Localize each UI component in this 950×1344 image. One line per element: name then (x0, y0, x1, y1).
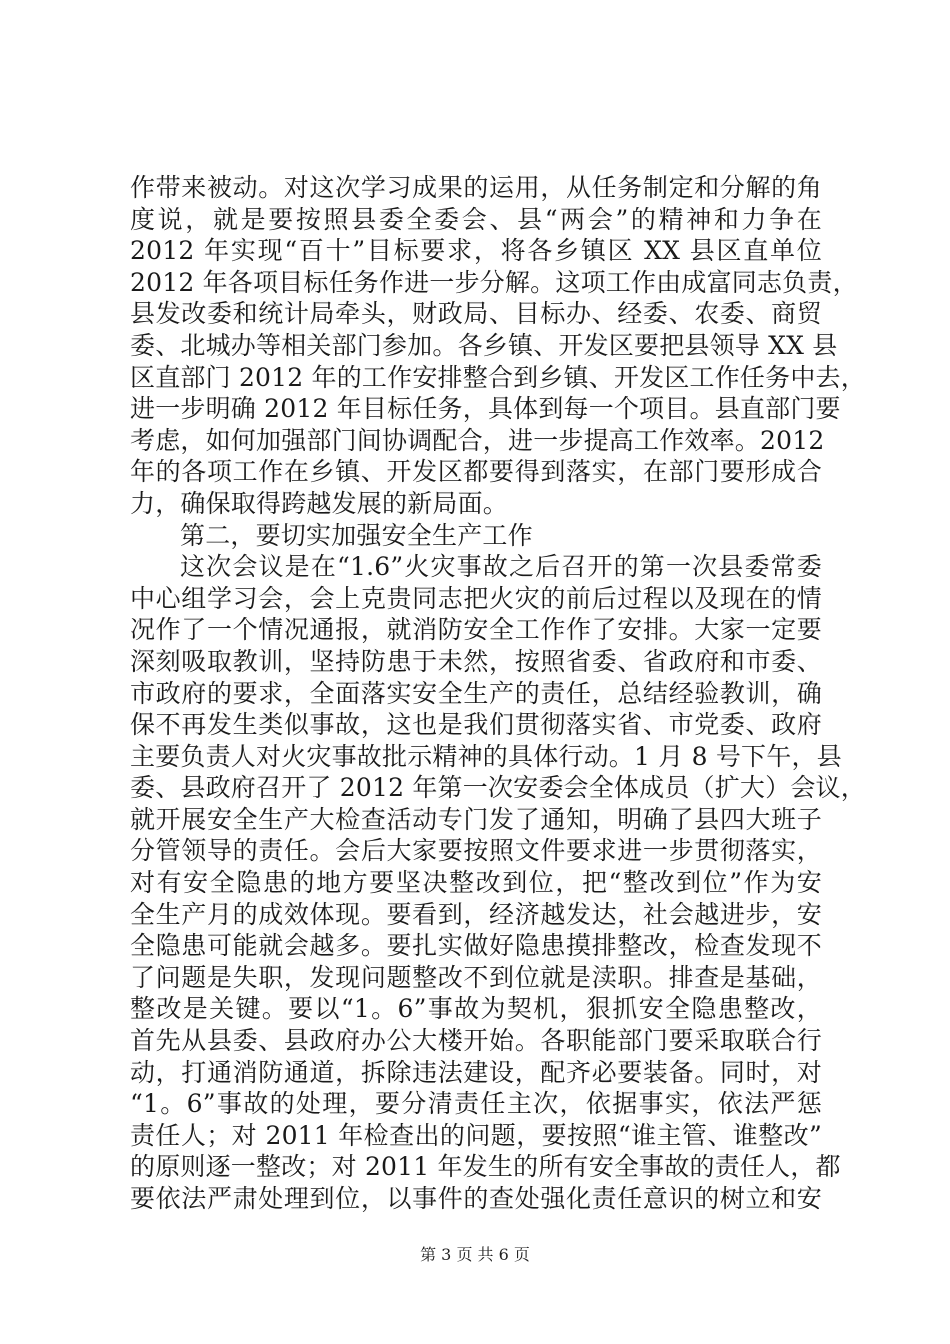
text-line: 对有安全隐患的地方要坚决整改到位，把“整改到位”作为安 (130, 868, 822, 898)
text-line: 动，打通消防通道，拆除违法建设，配齐必要装备。同时，对 (130, 1057, 822, 1087)
text-line: 中心组学习会，会上克贵同志把火灾的前后过程以及现在的情 (130, 583, 822, 613)
text-line: 全隐患可能就会越多。要扎实做好隐患摸排整改，检查发现不 (130, 931, 822, 961)
text-line: 年的各项工作在乡镇、开发区都要得到落实，在部门要形成合 (130, 457, 822, 487)
document-body (130, 172, 866, 1215)
text-line: 全生产月的成效体现。要看到，经济越发达，社会越进步，安 (130, 899, 822, 929)
text-line: 要依法严肃处理到位，以事件的查处强化责任意识的树立和安 (130, 1184, 822, 1213)
text-line: 区直部门 2012 年的工作安排整合到乡镇、开发区工作任务中去， (130, 362, 866, 392)
text-line: 整改是关键。要以“1。6”事故为契机，狠抓安全隐患整改， (130, 994, 822, 1024)
page-number-footer: 第 3 页 共 6 页 (420, 1245, 530, 1264)
text-line: 委、县政府召开了 2012 年第一次安委会全体成员（扩大）会议， (130, 773, 866, 803)
paragraph-first-line: 这次会议是在“1.6”火灾事故之后召开的第一次县委常委 (180, 552, 822, 582)
text-line: 责任人；对 2011 年检查出的问题，要按照“谁主管、谁整改” (130, 1120, 822, 1150)
text-line: 分管领导的责任。会后大家要按照文件要求进一步贯彻落实， (130, 836, 822, 866)
text-line: 委、北城办等相关部门参加。各乡镇、开发区要把县领导 XX 县 (130, 330, 838, 360)
section-heading: 第二，要切实加强安全生产工作 (180, 520, 533, 550)
text-line: 市政府的要求，全面落实安全生产的责任，总结经验教训，确 (130, 678, 822, 708)
text-line: 作带来被动。对这次学习成果的运用，从任务制定和分解的角 (130, 173, 822, 202)
text-line: “1。6”事故的处理，要分清责任主次，依据事实，依法严惩 (130, 1089, 822, 1119)
text-line: 主要负责人对火灾事故批示精神的具体行动。1 月 8 号下午，县 (130, 741, 842, 771)
text-line: 深刻吸取教训，坚持防患于未然，按照省委、省政府和市委、 (130, 646, 822, 676)
text-line: 了问题是失职，发现问题整改不到位就是渎职。排查是基础， (130, 962, 822, 992)
text-line: 考虑，如何加强部门间协调配合，进一步提高工作效率。2012 (130, 425, 825, 455)
text-line: 县发改委和统计局牵头，财政局、目标办、经委、农委、商贸 (130, 299, 822, 329)
text-line: 力，确保取得跨越发展的新局面。 (130, 488, 509, 518)
text-line: 就开展安全生产大检查活动专门发了通知，明确了县四大班子 (130, 804, 822, 834)
text-line: 进一步明确 2012 年目标任务，具体到每一个项目。县直部门要 (130, 394, 841, 424)
text-line: 2012 年各项目标任务作进一步分解。这项工作由成富同志负责， (130, 267, 858, 297)
text-line: 度说，就是要按照县委全委会、县“两会”的精神和力争在 (130, 204, 822, 234)
text-line: 首先从县委、县政府办公大楼开始。各职能部门要采取联合行 (130, 1026, 822, 1056)
text-line: 况作了一个情况通报，就消防安全工作作了安排。大家一定要 (130, 615, 822, 645)
text-line: 保不再发生类似事故，这也是我们贯彻落实省、市党委、政府 (130, 710, 822, 740)
text-line: 的原则逐一整改；对 2011 年发生的所有安全事故的责任人，都 (130, 1152, 841, 1182)
text-line: 2012 年实现“百十”目标要求，将各乡镇区 XX 县区直单位 (130, 236, 822, 266)
